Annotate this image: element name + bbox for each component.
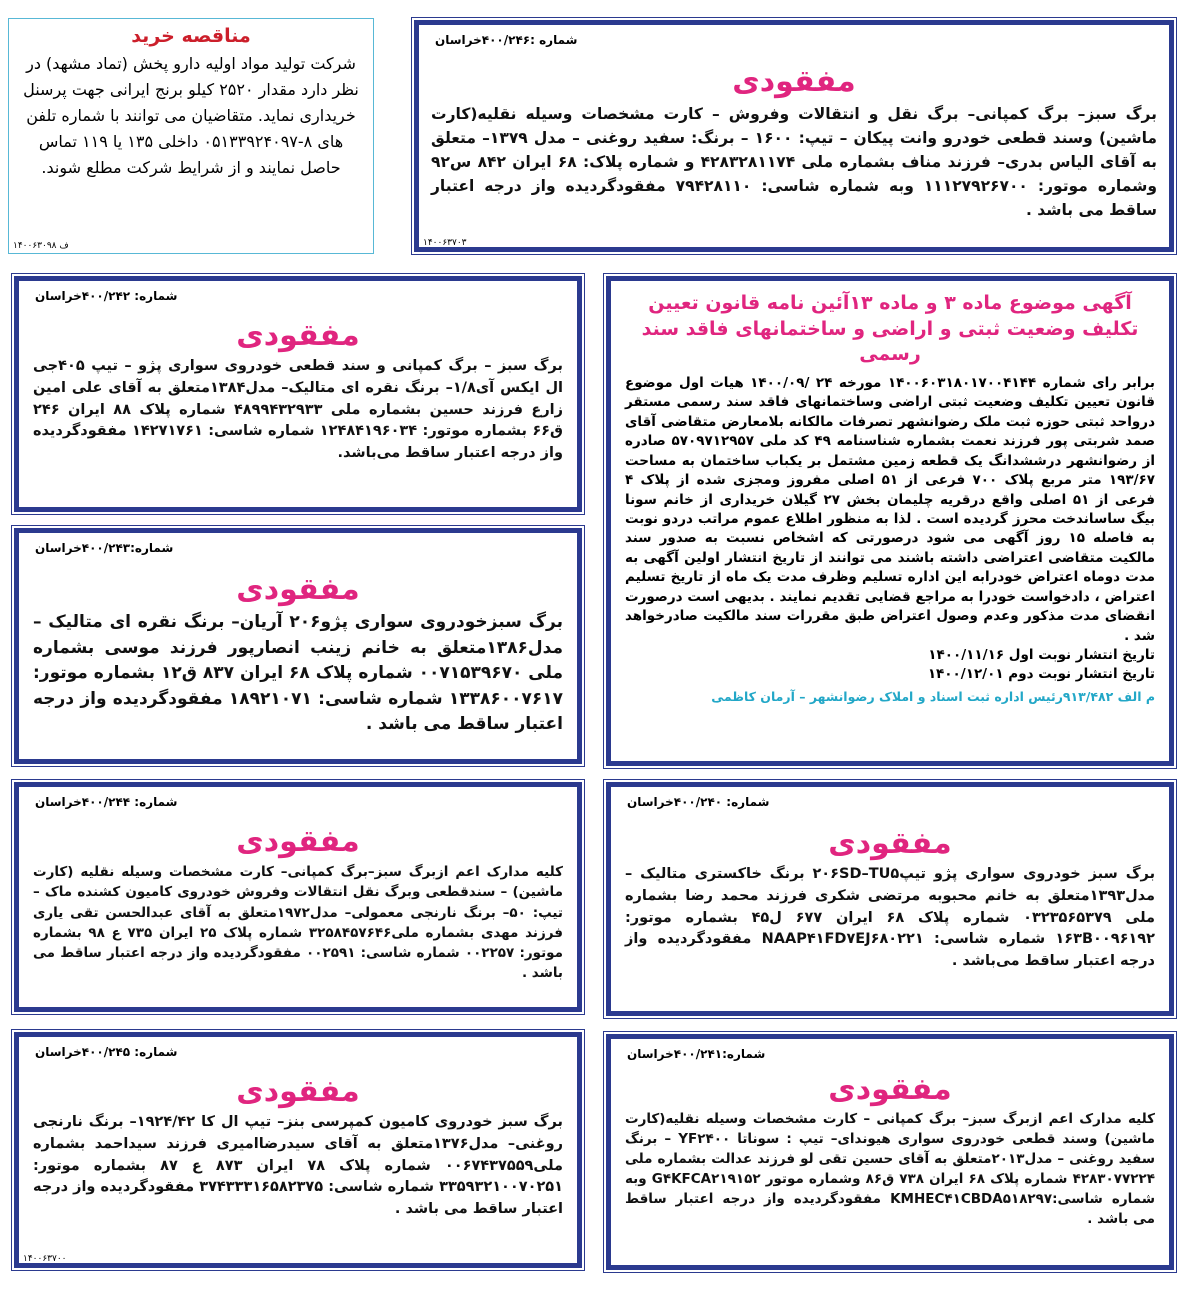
ad-number: شماره:۴۰۰/۲۴۱خراسان (627, 1047, 766, 1061)
ad-number: شماره :۴۰۰/۲۴۶خراسان (435, 33, 578, 47)
ad-number: شماره: ۴۰۰/۲۴۰خراسان (627, 795, 770, 809)
ad-number: شماره: ۴۰۰/۲۴۵خراسان (35, 1045, 178, 1059)
ad-body: برگ سبز خودروی سواری پژو تیپ۲۰۶SD–TU۵ برنگ خاکستری متالیک – مدل۱۳۹۳متعلق به خانم محبوبه مرتضی شکری فرزند محمد رضا بشماره ملی ۰۳۲۳۵۶۵۳۷۹ شماره پلاک ۶۸ ایران ۶۷۷ ل۴۵ بشماره موتور: ۱۶۳B۰۰۹۶۱۹۲ شماره شاسی: NAAP۴۱FD۷EJ۶۸۰۲۲۱ مفقودگردیده واز درجه اعتبار ساقط می‌باشد . (625, 866, 1156, 969)
ad-title: مفقودی (236, 318, 360, 353)
ad-body: برگ سبز – برگ کمپانی و سند قطعی خودروی سواری پژو – تیپ ۴۰۵جی ال ایکس آی۱/۸– برنگ نقره ای متالیک– مدل۱۳۸۴متعلق به آقای علی امین زارع فرزند حسین بشماره ملی ۴۸۹۹۴۳۲۹۳۳ شماره پلاک ۸۸ ایران ۲۴۶ ق۶۶ بشماره موتور: ۱۲۴۸۴۱۹۶۰۳۴ شماره شاسی: ۱۴۲۷۱۷۶۱ مفقودگردیده واز درجه اعتبار ساقط می‌باشد. (33, 358, 563, 461)
lost-ad-241 (606, 1034, 1174, 1270)
notice-date-2: تاریخ انتشار نوبت دوم ۱۴۰۰/۱۲/۰۱ (927, 666, 1155, 683)
lost-ad-243 (14, 528, 582, 764)
ad-ref: ۱۴۰۰۶۳۷۰۰ (23, 1254, 67, 1264)
ad-title: مفقودی (236, 572, 360, 607)
ad-body: کلیه مدارک اعم ازبرگ سبز– برگ کمپانی – کارت مشخصات وسیله نقلیه(کارت ماشین) وسند قطعی خودروی سواری هیوندای– تیپ : سوناتا YF۲۴۰۰ – برنگ سفید روغنی – مدل۲۰۱۳متعلق به آقای حسین تقی لو فرزند عدالت بشماره ملی ۴۲۸۳۰۷۷۲۲۴ شماره پلاک ۶۸ ایران ۷۳۸ ق۸۶ وشماره موتور G۴KFCA۲۱۹۱۵۲ وبه شماره شاسی:KMHEC۴۱CBDA۵۱۸۲۹۷ مفقودگردیده واز درجه اعتبار ساقط می باشد . (625, 1111, 1156, 1227)
lost-ad-240 (606, 782, 1174, 1016)
ad-number: شماره: ۴۰۰/۲۴۲خراسان (35, 289, 178, 303)
registration-notice (606, 276, 1174, 766)
ad-title: مفقودی (732, 64, 856, 99)
lost-ad-242 (14, 276, 582, 512)
ad-title: مفقودی (236, 824, 360, 859)
ad-number: شماره: ۴۰۰/۲۴۴خراسان (35, 795, 178, 809)
tender-title: مناقصه خرید (131, 25, 251, 47)
tender-ref: ۱۴۰۰۶۳۰۹۸ ف (13, 241, 69, 251)
ad-body: برگ سبز– برگ کمپانی– برگ نقل و انتقالات وفروش – کارت مشخصات وسیله نقلیه(کارت ماشین) وسند قطعی خودرو وانت پیکان – تیپ: ۱۶۰۰ – برنگ: سفید روغنی – مدل ۱۳۷۹– متعلق به آقای الیاس بدری– فرزند مناف بشماره ملی ۴۲۸۳۲۸۱۱۷۴ و شماره پلاک: ۶۸ ایران ۸۴۲ س۹۲ وشماره موتور: ۱۱۱۲۷۹۲۶۷۰۰ وبه شماره شاسی: ۷۹۴۲۸۱۱۰ مفقودگردیده واز درجه اعتبار ساقط می باشد . (431, 105, 1158, 220)
notice-date-1: تاریخ انتشار نوبت اول ۱۴۰۰/۱۱/۱۶ (928, 647, 1155, 664)
ad-number: شماره:۴۰۰/۲۴۳خراسان (35, 541, 174, 555)
notice-signature: م الف ۹۱۳/۴۸۲رئیس اداره ثبت اسناد و املاک رضوانشهر – آرمان کاظمی (711, 688, 1155, 704)
notice-body: برابر رای شماره ۱۴۰۰۶۰۳۱۸۰۱۷۰۰۴۱۴۴ مورخه ۲۴ /۱۴۰۰/۰۹ هیات اول موضوع قانون تعیین تکلیف وضعیت ثبتی اراضی وساختمانهای فاقد سند رسمی مستقر درواحد ثبتی حوزه ثبت ملک رضوانشهر تصرفات مالکانه بلامعارض متقاضی آقای صمد شربتی پور فرزند نعمت بشماره شناسنامه ۴۹ کد ملی ۵۷۰۹۷۱۲۹۵۷ صادره از رضوانشهر درششدانگ یک قطعه زمین مشتمل بر یکباب ساختمان به مساحت ۱۹۳/۶۷ متر مربع پلاک ۷۰۰ فرعی از ۵۱ اصلی مفروز ومجزی شده از پلاک ۴ فرعی از ۵۱ اصلی واقع درقریه چلیمان بخش ۲۷ گیلان خریداری از خانم سونا بیگ ساساندخت محرز گردیده است . لذا به منظور اطلاع عموم مراتب دردو نوبت به فاصله ۱۵ روز آگهی می شود درصورتی که اشخاص نسبت به صدور سند مالکیت متقاضی اعتراضی داشته باشند می توانند از تاریخ انتشار اولین آگهی به مدت دوماه اعتراض خودرابه این اداره تسلیم وظرف مدت یک ماه از تاریخ تسلیم اعتراض ، دادخواست خودرا به مراجع قضایی تقدیم نمایند . بدیهی است درصورت انقضای مدت مذکور وعدم وصول اعتراض طبق مقررات سند مالکیت صادرخواهد شد . (625, 374, 1156, 644)
ad-body: برگ سبزخودروی سواری پژو۲۰۶ آریان– برنگ نقره ای متالیک – مدل۱۳۸۶متعلق به خانم زینب انصارپور فرزند موسی بشماره ملی ۰۰۷۱۵۳۹۶۷۰ شماره پلاک ۶۸ ایران ۸۳۷ ق۱۲ بشماره موتور: ۱۳۳۸۶۰۰۷۶۱۷ شماره شاسی: ۱۸۹۲۱۰۷۱ مفقودگردیده واز درجه اعتبار ساقط می باشد . (33, 612, 563, 734)
tender-notice (8, 18, 374, 254)
ad-body: کلیه مدارک اعم ازبرگ سبز–برگ کمپانی– کارت مشخصات وسیله نقلیه (کارت ماشین) – سندقطعی وبرگ نقل انتقالات وفروش خودروی کامیون کشنده ماک – تیپ: ۵۰– برنگ نارنجی معمولی– مدل۱۹۷۲متعلق به آقای عبدالحسن تقی یاری فرزند مهدی بشماره ملی۳۲۵۸۴۵۷۶۴۶ شماره پلاک ۲۵ ایران ۷۳۵ ع ۹۸ بشماره موتور: ۰۰۲۲۵۷ شماره شاسی: ۰۰۲۵۹۱ مفقودگردیده واز درجه اعتبار ساقط می باشد . (33, 864, 563, 982)
ad-title: مفقودی (828, 826, 952, 861)
tender-body: شرکت تولید مواد اولیه دارو پخش (تماد مشهد) در نظر دارد مقدار ۲۵۲۰ کیلو برنج ایرانی جهت پرسنل خریداری نماید. متقاضیان می توانند با شماره تلفن های ۸-۰۵۱۳۳۹۲۴۰۹۷ داخلی ۱۳۵ یا ۱۱۹ تماس حاصل نمایند و از شرایط شرکت مطلع شوند. (23, 54, 359, 177)
ad-title: مفقودی (828, 1072, 952, 1107)
ad-title: مفقودی (236, 1074, 360, 1109)
lost-ad-246 (414, 20, 1174, 252)
lost-ad-244 (14, 782, 582, 1012)
lost-ad-245 (14, 1032, 582, 1268)
notice-title: آگهی موضوع ماده ۳ و ماده ۱۳آئین نامه قانون تعیین تکلیف وضعیت ثبتی و اراضی و ساختمانهای فاقد سند رسمی (641, 292, 1139, 366)
ad-ref: ۱۴۰۰۶۳۷۰۳ (423, 238, 467, 248)
ad-body: برگ سبز خودروی کامیون کمپرسی بنز– تیپ ال کا ۱۹۲۴/۴۲– برنگ نارنجی روغنی– مدل۱۳۷۶متعلق به آقای سیدرضاامیری فرزند سیداحمد بشماره ملی۰۰۶۷۴۳۷۵۵۹ شماره پلاک ۷۸ ایران ۸۷۳ ع ۸۷ بشماره موتور: ۳۳۵۹۳۲۱۰۰۷۰۲۵۱ شماره شاسی: ۳۷۴۳۳۳۱۶۵۸۲۳۷۵ مفقودگردیده واز درجه اعتبار ساقط می باشد . (33, 1114, 563, 1217)
